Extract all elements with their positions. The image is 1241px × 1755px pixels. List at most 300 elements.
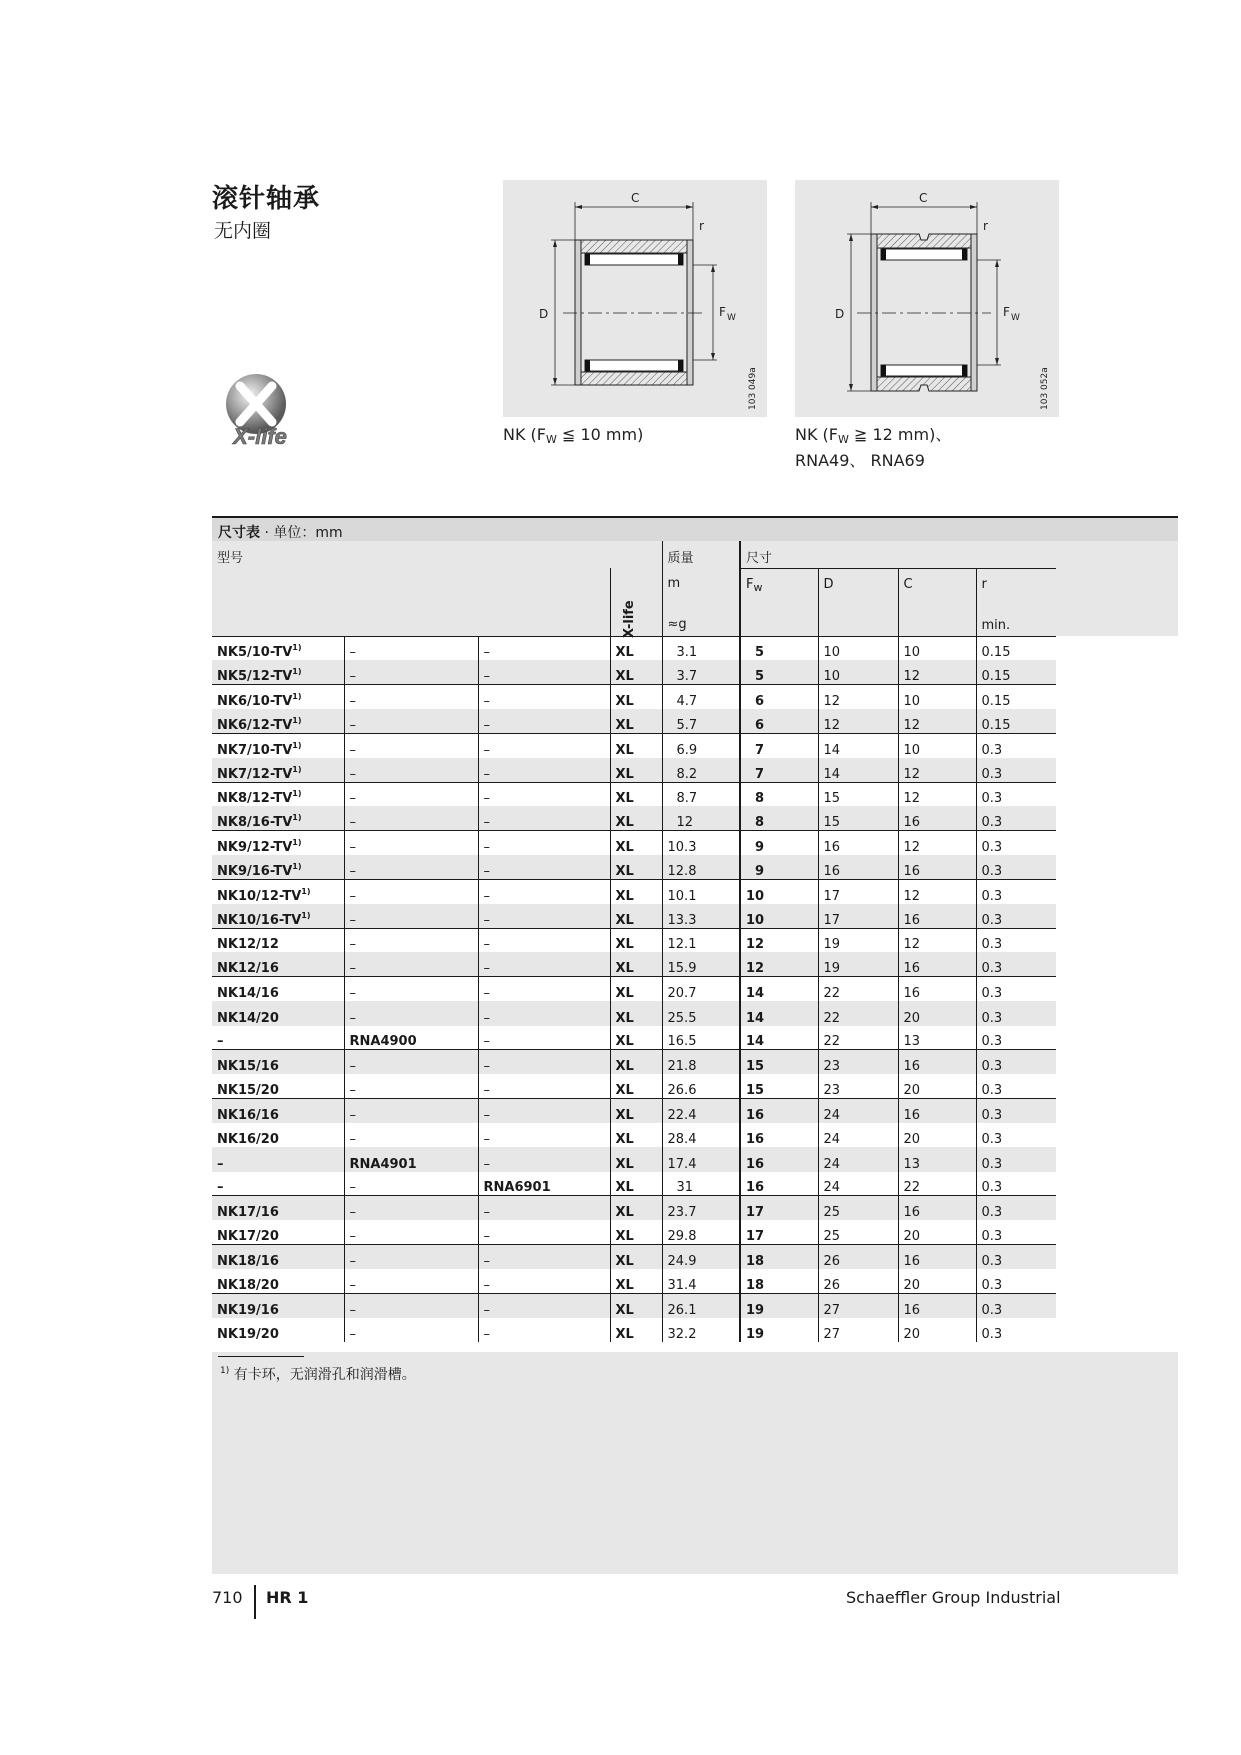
cell-designation-rna49: –: [344, 1050, 478, 1074]
table-row: [212, 879, 1178, 903]
cell-r: 0.3: [976, 1318, 1056, 1342]
cell-c: 20: [898, 1220, 976, 1244]
footnote-ref: 1): [301, 910, 311, 920]
table-row: [212, 733, 1178, 757]
cell-d: 14: [818, 733, 898, 757]
cell-designation-rna49: –: [344, 928, 478, 952]
table-subheader-row: [212, 568, 1178, 636]
cell-designation-nk: NK8/12-TV$^{1)}$: [212, 782, 344, 806]
cell-r: 0.3: [976, 1074, 1056, 1098]
header-xlife: X-life: [610, 568, 662, 636]
cell-designation-rna49: –: [344, 636, 478, 660]
cell-xlife: XL: [610, 928, 662, 952]
cell-c: 16: [898, 952, 976, 976]
table-row: [212, 806, 1178, 830]
cell-designation-rna69: –: [478, 636, 610, 660]
cell-mass: 12.8: [662, 855, 740, 879]
cell-c: 12: [898, 831, 976, 855]
cell-c: 12: [898, 758, 976, 782]
table-row: [212, 1074, 1178, 1098]
table-row: [212, 1269, 1178, 1293]
cell-xlife: XL: [610, 1099, 662, 1123]
table-title: 尺寸表 · 单位：mm: [212, 516, 1178, 541]
page-title: 滚针轴承: [212, 184, 321, 214]
footer-company: Schaeffler Group Industrial: [846, 1588, 1061, 1607]
cell-designation-nk: NK15/20: [212, 1074, 344, 1098]
cell-designation-rna49: –: [344, 1074, 478, 1098]
cell-c: 20: [898, 1269, 976, 1293]
footnote-ref: 1): [292, 692, 302, 702]
table-row: [212, 1318, 1178, 1342]
cell-designation-rna69: –: [478, 1123, 610, 1147]
cell-xlife: XL: [610, 685, 662, 709]
cell-d: 10: [818, 636, 898, 660]
table-row: [212, 1050, 1178, 1074]
cell-designation-rna69: –: [478, 977, 610, 1001]
cell-designation-rna69: –: [478, 928, 610, 952]
cell-designation-nk: NK5/10-TV$^{1)}$: [212, 636, 344, 660]
cell-fw: 14: [740, 1001, 818, 1025]
cell-xlife: XL: [610, 1123, 662, 1147]
cell-designation-rna49: –: [344, 782, 478, 806]
cell-c: 22: [898, 1172, 976, 1196]
cell-designation-nk: NK12/12: [212, 928, 344, 952]
svg-text:F: F: [1003, 305, 1010, 319]
header-dimensions: 尺寸: [740, 541, 1056, 568]
cell-mass: 8.2: [662, 758, 740, 782]
cell-c: 12: [898, 928, 976, 952]
cell-designation-rna69: –: [478, 904, 610, 928]
cell-c: 16: [898, 1099, 976, 1123]
footnote-rule: [218, 1356, 304, 1357]
cell-d: 24: [818, 1099, 898, 1123]
cell-mass: 17.4: [662, 1147, 740, 1171]
cell-fw: 16: [740, 1147, 818, 1171]
cell-designation-rna49: –: [344, 660, 478, 684]
cell-designation-rna69: –: [478, 952, 610, 976]
cell-d: 10: [818, 660, 898, 684]
cell-designation-rna49: –: [344, 758, 478, 782]
footnote-ref: 1): [292, 813, 302, 823]
cell-fw: 10: [740, 904, 818, 928]
cell-d: 25: [818, 1196, 898, 1220]
table-row: [212, 1220, 1178, 1244]
table-row: [212, 709, 1178, 733]
cell-designation-nk: NK9/16-TV$^{1)}$: [212, 855, 344, 879]
cell-fw: 5: [740, 660, 818, 684]
footnote-area: [212, 1352, 1178, 1574]
cell-r: 0.3: [976, 758, 1056, 782]
header-d: D: [818, 568, 898, 636]
cell-designation-nk: NK17/20: [212, 1220, 344, 1244]
footer-section: HR 1: [266, 1588, 309, 1607]
cell-designation-nk: NK18/20: [212, 1269, 344, 1293]
table-row: [212, 952, 1178, 976]
footnote-ref: 1): [301, 886, 311, 896]
cell-r: 0.3: [976, 1099, 1056, 1123]
cell-designation-rna69: –: [478, 855, 610, 879]
cell-mass: 24.9: [662, 1245, 740, 1269]
cell-designation-nk: NK8/16-TV$^{1)}$: [212, 806, 344, 830]
cell-xlife: XL: [610, 636, 662, 660]
cell-designation-rna49: –: [344, 952, 478, 976]
table-row: [212, 1196, 1178, 1220]
cell-r: 0.3: [976, 831, 1056, 855]
svg-text:r: r: [699, 219, 704, 233]
cell-d: 17: [818, 904, 898, 928]
cell-c: 16: [898, 1196, 976, 1220]
cell-fw: 15: [740, 1050, 818, 1074]
svg-text:103 049a: 103 049a: [748, 367, 758, 410]
cell-c: 12: [898, 782, 976, 806]
svg-text:103 052a: 103 052a: [1040, 367, 1050, 410]
cell-c: 20: [898, 1001, 976, 1025]
page-subtitle: 无内圈: [214, 220, 272, 242]
cell-designation-rna49: –: [344, 1196, 478, 1220]
cell-xlife: XL: [610, 1001, 662, 1025]
footnote-ref: 1): [292, 643, 302, 653]
cell-xlife: XL: [610, 879, 662, 903]
cell-c: 10: [898, 685, 976, 709]
bearing-diagram-nk-small: [503, 180, 767, 417]
cell-d: 24: [818, 1147, 898, 1171]
footnote-ref: 1): [292, 789, 302, 799]
cell-mass: 10.3: [662, 831, 740, 855]
cell-d: 16: [818, 855, 898, 879]
cell-xlife: XL: [610, 1245, 662, 1269]
cell-designation-rna69: –: [478, 1026, 610, 1050]
header-c: C: [898, 568, 976, 636]
cell-designation-rna49: –: [344, 685, 478, 709]
table-row: [212, 904, 1178, 928]
cell-xlife: XL: [610, 709, 662, 733]
cell-designation-rna49: –: [344, 1172, 478, 1196]
cell-fw: 17: [740, 1220, 818, 1244]
diagram-caption-nk-rna: NK ($F_W$ ≧ 12 mm)、 RNA49、 RNA69: [795, 425, 952, 470]
cell-xlife: XL: [610, 782, 662, 806]
cell-r: 0.15: [976, 636, 1056, 660]
cell-d: 14: [818, 758, 898, 782]
cell-fw: 9: [740, 831, 818, 855]
cell-mass: 29.8: [662, 1220, 740, 1244]
cell-designation-rna69: –: [478, 1196, 610, 1220]
cell-designation-rna49: RNA4900: [344, 1026, 478, 1050]
cell-designation-rna49: RNA4901: [344, 1147, 478, 1171]
table-row: [212, 758, 1178, 782]
bearing-diagram-nk-rna: [795, 180, 1059, 417]
cell-fw: 7: [740, 733, 818, 757]
cell-mass: 5.7: [662, 709, 740, 733]
cell-c: 16: [898, 977, 976, 1001]
cell-designation-nk: NK14/20: [212, 1001, 344, 1025]
cell-r: 0.3: [976, 1196, 1056, 1220]
cell-mass: 3.7: [662, 660, 740, 684]
cell-d: 16: [818, 831, 898, 855]
cell-mass: 12: [662, 806, 740, 830]
table-row: [212, 1026, 1178, 1050]
header-fw: $F_w$: [740, 568, 818, 636]
cell-mass: 3.1: [662, 636, 740, 660]
svg-text:D: D: [539, 307, 549, 321]
cell-mass: 20.7: [662, 977, 740, 1001]
cell-c: 16: [898, 855, 976, 879]
cell-designation-rna69: –: [478, 1099, 610, 1123]
cell-designation-nk: NK15/16: [212, 1050, 344, 1074]
cell-designation-nk: NK19/20: [212, 1318, 344, 1342]
cell-designation-rna69: –: [478, 1001, 610, 1025]
cell-xlife: XL: [610, 904, 662, 928]
cell-d: 26: [818, 1269, 898, 1293]
table-row: [212, 1099, 1178, 1123]
table-row: [212, 685, 1178, 709]
cell-fw: 19: [740, 1318, 818, 1342]
cell-fw: 7: [740, 758, 818, 782]
dimension-table: [212, 516, 1178, 1342]
cell-d: 15: [818, 806, 898, 830]
cell-designation-rna69: –: [478, 782, 610, 806]
cell-designation-rna69: –: [478, 1245, 610, 1269]
table-row: [212, 1293, 1178, 1317]
cell-designation-nk: NK6/12-TV$^{1)}$: [212, 709, 344, 733]
cell-d: 24: [818, 1172, 898, 1196]
cell-fw: 17: [740, 1196, 818, 1220]
cell-fw: 12: [740, 952, 818, 976]
cell-xlife: XL: [610, 758, 662, 782]
cell-d: 27: [818, 1318, 898, 1342]
cell-designation-rna49: –: [344, 977, 478, 1001]
cell-xlife: XL: [610, 1196, 662, 1220]
cell-designation-rna69: –: [478, 733, 610, 757]
cell-d: 23: [818, 1050, 898, 1074]
cell-d: 26: [818, 1245, 898, 1269]
table-row: [212, 1172, 1178, 1196]
cell-designation-nk: NK7/12-TV$^{1)}$: [212, 758, 344, 782]
cell-designation-rna69: –: [478, 709, 610, 733]
cell-r: 0.3: [976, 1026, 1056, 1050]
footnote-ref: 1): [292, 838, 302, 848]
cell-mass: 26.1: [662, 1293, 740, 1317]
cell-designation-rna49: –: [344, 855, 478, 879]
cell-designation-nk: NK10/12-TV$^{1)}$: [212, 879, 344, 903]
table-row: [212, 928, 1178, 952]
cell-r: 0.3: [976, 1172, 1056, 1196]
cell-fw: 12: [740, 928, 818, 952]
cell-r: 0.3: [976, 1269, 1056, 1293]
cell-mass: 12.1: [662, 928, 740, 952]
table-row: [212, 1123, 1178, 1147]
cell-designation-nk: –: [212, 1147, 344, 1171]
cell-r: 0.3: [976, 855, 1056, 879]
footnote-ref: 1): [292, 861, 302, 871]
cell-r: 0.3: [976, 1245, 1056, 1269]
cell-designation-rna69: –: [478, 1318, 610, 1342]
cell-xlife: XL: [610, 660, 662, 684]
cell-xlife: XL: [610, 952, 662, 976]
cell-designation-nk: NK19/16: [212, 1293, 344, 1317]
cell-designation-rna49: –: [344, 709, 478, 733]
cell-fw: 5: [740, 636, 818, 660]
cell-mass: 21.8: [662, 1050, 740, 1074]
cell-r: 0.3: [976, 952, 1056, 976]
cell-fw: 8: [740, 806, 818, 830]
cell-designation-rna49: –: [344, 1220, 478, 1244]
cell-mass: 8.7: [662, 782, 740, 806]
cell-d: 15: [818, 782, 898, 806]
cell-xlife: XL: [610, 806, 662, 830]
cell-c: 20: [898, 1123, 976, 1147]
svg-text:X-life: X-life: [233, 424, 287, 449]
cell-designation-rna69: –: [478, 879, 610, 903]
cell-xlife: XL: [610, 1220, 662, 1244]
footnote-ref: 1): [292, 715, 302, 725]
cell-mass: 15.9: [662, 952, 740, 976]
footnote-ref: 1): [292, 740, 302, 750]
svg-text:D: D: [835, 307, 845, 321]
cell-designation-rna69: –: [478, 1269, 610, 1293]
cell-mass: 23.7: [662, 1196, 740, 1220]
cell-designation-rna49: –: [344, 733, 478, 757]
cell-designation-nk: NK17/16: [212, 1196, 344, 1220]
cell-xlife: XL: [610, 831, 662, 855]
cell-fw: 10: [740, 879, 818, 903]
cell-mass: 25.5: [662, 1001, 740, 1025]
cell-mass: 22.4: [662, 1099, 740, 1123]
cell-d: 19: [818, 952, 898, 976]
cell-fw: 6: [740, 709, 818, 733]
cell-mass: 26.6: [662, 1074, 740, 1098]
cell-designation-rna69: –: [478, 685, 610, 709]
cell-xlife: XL: [610, 1318, 662, 1342]
cell-d: 22: [818, 1026, 898, 1050]
footnote-ref: 1): [292, 764, 302, 774]
table-row: [212, 831, 1178, 855]
cell-c: 10: [898, 636, 976, 660]
cell-r: 0.15: [976, 685, 1056, 709]
cell-fw: 9: [740, 855, 818, 879]
cell-mass: 10.1: [662, 879, 740, 903]
cell-xlife: XL: [610, 1026, 662, 1050]
cell-designation-rna49: –: [344, 904, 478, 928]
cell-fw: 19: [740, 1293, 818, 1317]
cell-designation-rna69: –: [478, 1220, 610, 1244]
cell-d: 12: [818, 709, 898, 733]
cell-designation-rna69: –: [478, 1293, 610, 1317]
cell-r: 0.3: [976, 904, 1056, 928]
cell-c: 12: [898, 660, 976, 684]
svg-text:W: W: [727, 313, 736, 323]
cell-designation-rna49: –: [344, 1001, 478, 1025]
table-row: [212, 1001, 1178, 1025]
cell-d: 22: [818, 1001, 898, 1025]
cell-designation-nk: NK5/12-TV$^{1)}$: [212, 660, 344, 684]
cell-r: 0.3: [976, 806, 1056, 830]
cell-fw: 16: [740, 1172, 818, 1196]
table-row: [212, 782, 1178, 806]
svg-text:W: W: [1011, 313, 1020, 323]
cell-c: 13: [898, 1026, 976, 1050]
cell-designation-rna69: –: [478, 806, 610, 830]
cell-mass: 31: [662, 1172, 740, 1196]
header-mass: 质量: [662, 541, 740, 568]
cell-mass: 6.9: [662, 733, 740, 757]
cell-designation-rna69: RNA6901: [478, 1172, 610, 1196]
cell-designation-rna49: –: [344, 1123, 478, 1147]
cell-designation-nk: NK9/12-TV$^{1)}$: [212, 831, 344, 855]
cell-d: 22: [818, 977, 898, 1001]
cell-designation-nk: NK7/10-TV$^{1)}$: [212, 733, 344, 757]
table-row: [212, 977, 1178, 1001]
header-designation: 型号: [212, 541, 662, 568]
cell-designation-rna49: –: [344, 806, 478, 830]
cell-designation-nk: NK14/16: [212, 977, 344, 1001]
cell-designation-nk: NK18/16: [212, 1245, 344, 1269]
cell-fw: 16: [740, 1099, 818, 1123]
cell-c: 13: [898, 1147, 976, 1171]
cell-xlife: XL: [610, 733, 662, 757]
cell-c: 16: [898, 904, 976, 928]
cell-mass: 28.4: [662, 1123, 740, 1147]
cell-d: 24: [818, 1123, 898, 1147]
cell-d: 25: [818, 1220, 898, 1244]
cell-fw: 16: [740, 1123, 818, 1147]
cell-designation-nk: –: [212, 1172, 344, 1196]
cell-designation-nk: NK16/16: [212, 1099, 344, 1123]
cell-mass: 13.3: [662, 904, 740, 928]
cell-designation-rna69: –: [478, 1050, 610, 1074]
cell-fw: 15: [740, 1074, 818, 1098]
cell-r: 0.3: [976, 928, 1056, 952]
cell-designation-rna69: –: [478, 758, 610, 782]
table-row: [212, 1245, 1178, 1269]
cell-designation-nk: NK10/16-TV$^{1)}$: [212, 904, 344, 928]
table-row: [212, 855, 1178, 879]
header-m: m ≈g: [662, 568, 740, 636]
cell-xlife: XL: [610, 977, 662, 1001]
diagram-caption-nk-small: NK ($F_W$ ≦ 10 mm): [503, 425, 644, 446]
cell-c: 16: [898, 806, 976, 830]
cell-r: 0.3: [976, 1147, 1056, 1171]
cell-designation-rna49: –: [344, 879, 478, 903]
cell-r: 0.3: [976, 1050, 1056, 1074]
cell-fw: 14: [740, 1026, 818, 1050]
table-row: [212, 1147, 1178, 1171]
cell-r: 0.3: [976, 1001, 1056, 1025]
cell-fw: 18: [740, 1269, 818, 1293]
cell-xlife: XL: [610, 1293, 662, 1317]
cell-c: 10: [898, 733, 976, 757]
cell-mass: 31.4: [662, 1269, 740, 1293]
cell-r: 0.15: [976, 709, 1056, 733]
cell-c: 12: [898, 709, 976, 733]
cell-d: 27: [818, 1293, 898, 1317]
cell-designation-rna69: –: [478, 831, 610, 855]
cell-c: 20: [898, 1074, 976, 1098]
cell-d: 17: [818, 879, 898, 903]
table-row: [212, 660, 1178, 684]
cell-d: 12: [818, 685, 898, 709]
cell-r: 0.3: [976, 1220, 1056, 1244]
header-r: r min.: [976, 568, 1056, 636]
cell-xlife: XL: [610, 1074, 662, 1098]
cell-fw: 14: [740, 977, 818, 1001]
footnote-ref: 1): [292, 667, 302, 677]
cell-mass: 16.5: [662, 1026, 740, 1050]
cell-c: 16: [898, 1245, 976, 1269]
cell-xlife: XL: [610, 1172, 662, 1196]
page-number: 710: [212, 1588, 243, 1607]
cell-fw: 18: [740, 1245, 818, 1269]
cell-mass: 32.2: [662, 1318, 740, 1342]
